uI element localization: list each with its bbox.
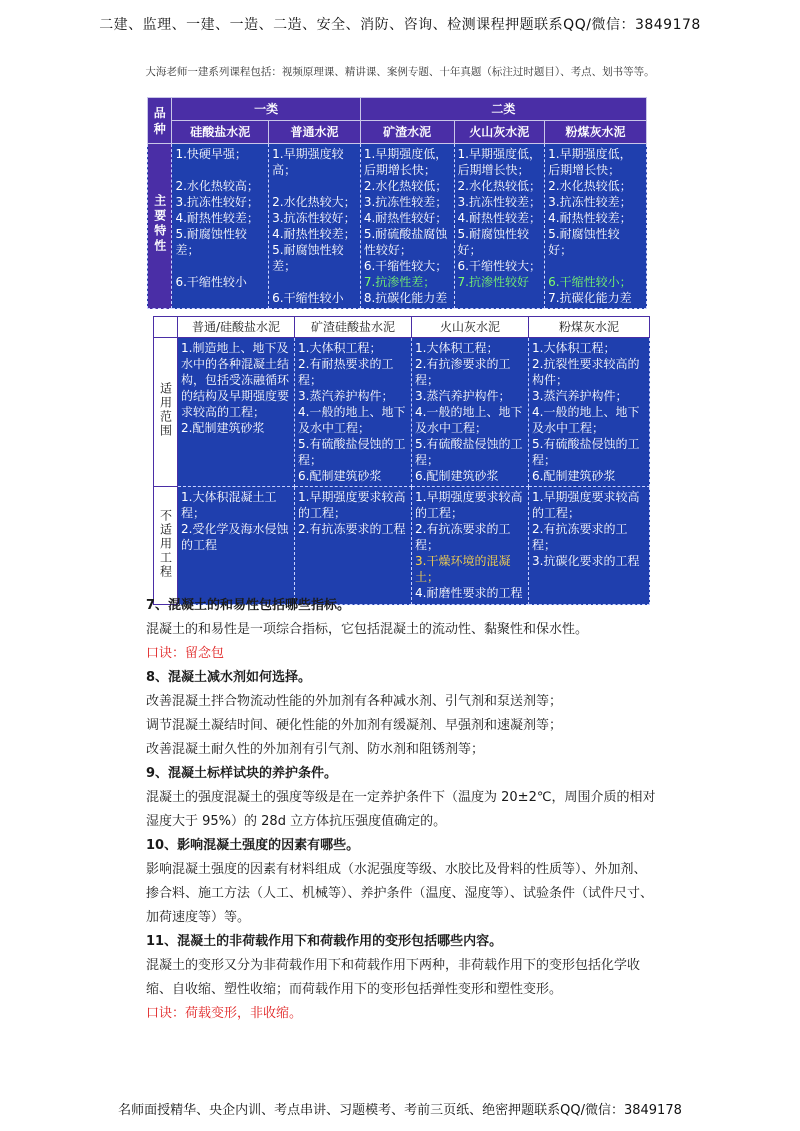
column-header: 硅酸盐水泥 [172,121,269,144]
table-cell: 1.早期强度较高； 2.水化热较大； 3.抗冻性较好； 4.耐热性较差； 5.耐腐蚀性较差； 6.干缩性较小 [269,144,361,309]
table-cell: 1.快硬早强； 2.水化热较高； 3.抗冻性较好； 4.耐热性较差； 5.耐腐蚀性较差； 6.干缩性较小 [172,144,269,309]
column-header: 粉煤灰水泥 [545,121,647,144]
sub-banner: 大海老师一建系列课程包括：视频原理课、精讲课、案例专题、十年真题（标注过时题目）、考点、划书等等。 [145,66,655,78]
variety-header: 品种 [148,98,172,144]
footer-banner: 名师面授精华、央企内训、考点串讲、习题模考、考前三页纸、绝密押题联系QQ/微信：3849178 [118,1103,682,1118]
column-header: 矿渣水泥 [360,121,454,144]
mnemonic: 口诀：荷载变形，非收缩。 [146,1006,303,1021]
table-cell: 1.早期强度要求较高的工程； 2.有抗冻要求的工程； 3.抗碳化要求的工程 [529,487,650,605]
table-cell: 1.制造地上、地下及水中的各种混凝土结构，包括受冻融循环的结构及早期强度要求较高的工程； 2.配制建筑砂浆 [178,338,295,487]
answer-paragraph: 混凝土的和易性是一项综合指标，它包括混凝土的流动性、黏聚性和保水性。 [146,622,589,637]
question-title: 11、混凝土的非荷载作用下和荷载作用的变形包括哪些内容。 [146,934,503,949]
cement-characteristics-table [147,97,647,309]
column-header: 矿渣硅酸盐水泥 [295,317,412,338]
group-two-header: 二类 [360,98,646,121]
row-header-applicable: 适用范围 [154,338,178,487]
table-cell: 1.大体积工程； 2.抗裂性要求较高的构件； 3.蒸汽养护构件； 4.一般的地上、地下及水中工程； 5.有硫酸盐侵蚀的工程； 6.配制建筑砂浆 [529,338,650,487]
group-one-header: 一类 [172,98,360,121]
column-header: 普通水泥 [269,121,361,144]
answer-paragraph: 改善混凝土拌合物流动性能的外加剂有各种减水剂、引气剂和泵送剂等； [146,694,563,709]
question-title: 8、混凝土减水剂如何选择。 [146,670,312,685]
row-header-characteristics: 主要特性 [148,144,172,309]
table-cell: 1.早期强度要求较高的工程； 2.有抗冻要求的工程； 3.干燥环境的混凝土； 4.耐磨性要求的工程 [412,487,529,605]
column-header: 火山灰水泥 [454,121,545,144]
answer-paragraph: 改善混凝土耐久性的外加剂有引气剂、防水剂和阻锈剂等； [146,742,485,757]
column-header: 粉煤灰水泥 [529,317,650,338]
cement-application-table [153,316,650,605]
mnemonic: 口诀：留念包 [146,646,225,661]
corner-cell [154,317,178,338]
table-cell: 1.大体积工程； 2.有抗渗要求的工程； 3.蒸汽养护构件； 4.一般的地上、地下及水中工程； 5.有硫酸盐侵蚀的工程； 6.配制建筑砂浆 [412,338,529,487]
table-cell: 1.早期强度低，后期增长快； 2.水化热较低； 3.抗冻性较差； 4.耐热性较差； 5.耐腐蚀性较好； 6.干缩性较大； 7.抗渗性较好 [454,144,545,309]
table-cell: 1.早期强度低，后期增长快； 2.水化热较低； 3.抗冻性较差； 4.耐热性较差； 5.耐腐蚀性较好； 6.干缩性较小； 7.抗碳化能力差 [545,144,647,309]
top-banner: 二建、监理、一建、一造、二造、安全、消防、咨询、检测课程押题联系QQ/微信：3849178 [99,17,701,33]
table-cell: 1.早期强度要求较高的工程； 2.有抗冻要求的工程 [295,487,412,605]
table-cell: 1.大体积混凝土工程； 2.受化学及海水侵蚀的工程 [178,487,295,605]
answer-paragraph: 混凝土的变形又分为非荷载作用下和荷载作用下两种，非荷载作用下的变形包括化学收缩、自收缩、塑性收缩；而荷载作用下的变形包括弹性变形和塑性变形。 [146,958,641,997]
question-title: 9、混凝土标样试块的养护条件。 [146,766,338,781]
row-header-not-applicable: 不适用工程 [154,487,178,605]
column-header: 火山灰水泥 [412,317,529,338]
question-title: 10、影响混凝土强度的因素有哪些。 [146,838,360,853]
answer-paragraph: 调节混凝土凝结时间、硬化性能的外加剂有缓凝剂、早强剂和速凝剂等； [146,718,563,733]
answer-paragraph: 影响混凝土强度的因素有材料组成（水泥强度等级、水胶比及骨料的性质等）、外加剂、掺合料、施工方法（人工、机械等）、养护条件（温度、湿度等）、试验条件（试件尺寸、加荷速度等）等。 [146,862,654,925]
table-cell: 1.早期强度低，后期增长快； 2.水化热较低； 3.抗冻性较差； 4.耐热性较好； 5.耐硫酸盐腐蚀性较好； 6.干缩性较大； 7.抗渗性差； 8.抗碳化能力差 [360,144,454,309]
article-body [146,594,656,1026]
column-header: 普通/硅酸盐水泥 [178,317,295,338]
question-title: 7、混凝土的和易性包括哪些指标。 [146,598,351,613]
table-cell: 1.大体积工程； 2.有耐热要求的工程； 3.蒸汽养护构件； 4.一般的地上、地下及水中工程； 5.有硫酸盐侵蚀的工程； 6.配制建筑砂浆 [295,338,412,487]
answer-paragraph: 混凝土的强度混凝土的强度等级是在一定养护条件下（温度为 20±2℃，周围介质的相对湿度大于 95%）的 28d 立方体抗压强度值确定的。 [146,790,656,829]
